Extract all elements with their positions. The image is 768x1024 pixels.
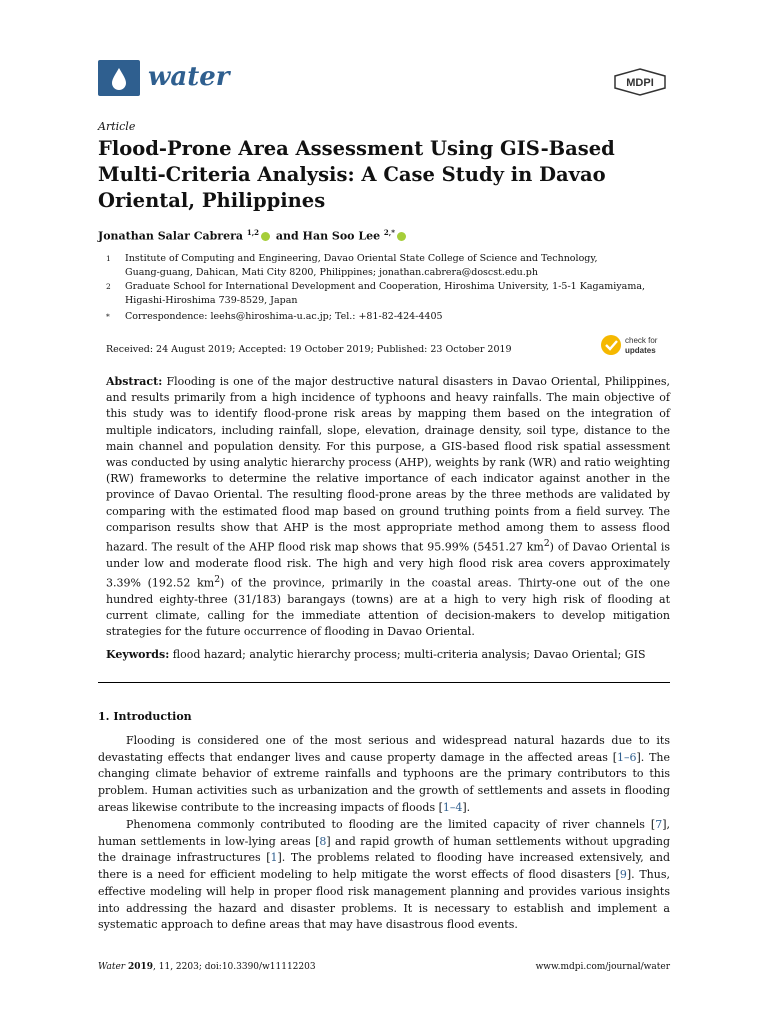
- svg-text:MDPI: MDPI: [626, 77, 654, 89]
- paragraph-text: ]. Thus, effective modeling will help in proper flood risk management planning and provides various insights into addressing the hazard and disaster problems. It is necessary to establish and implement a systematic approach to define areas that may have disastrous flood events.: [98, 868, 670, 932]
- affiliation-line: Higashi-Hiroshima 739-8529, Japan: [125, 295, 298, 306]
- author-1-affiliation: 1,2: [246, 228, 260, 237]
- publication-dates: Received: 24 August 2019; Accepted: 19 October 2019; Published: 23 October 2019: [106, 344, 512, 355]
- footer-year: 2019: [127, 962, 154, 972]
- paragraph-text: ]. The changing climate behavior of extreme rainfalls and typhoons are the primary contributors to this problem. Human activities such as urbanization and the growth of settlements and assets in flooding areas likewise contribute to the increasing impacts of floods [: [98, 750, 670, 814]
- citation-link[interactable]: 8: [319, 834, 327, 848]
- affiliation-number: 1: [106, 254, 111, 263]
- paragraph-text: ].: [462, 800, 471, 814]
- abstract-label: Abstract:: [106, 375, 163, 388]
- abstract-text: ) of Davao Oriental is under low and moderate flood risk. The high and very high flood risk area covers approximately 3.39% (192.52 km: [106, 540, 670, 590]
- footer-citation: [98, 962, 316, 972]
- orcid-icon[interactable]: [261, 232, 270, 241]
- affiliation-number: 2: [106, 282, 111, 291]
- paragraph-text: Phenomena commonly contributed to flooding are the limited capacity of river channels [: [126, 818, 656, 831]
- paragraph-text: ]. The problems related to flooding have increased extensively, and there is a need for efficient modeling to help mitigate the worst effects of flood disasters [: [98, 851, 670, 882]
- mdpi-logo: [612, 68, 668, 96]
- author-list: [98, 228, 408, 243]
- footer-doi: , 11, 2203; doi:10.3390/w11112203: [153, 962, 316, 972]
- abstract-text: Flooding is one of the major destructive natural disasters in Davao Oriental, Philippines, and results primarily from a high incidence of typhoons and heavy rainfalls. The main objective of this study was to identify flood-prone risk areas by mapping them based on the integration of multiple indicators, including rainfall, slope, elevation, drainage density, soil type, distance to the main channel and population density. For this purpose, a GIS-based flood risk spatial assessment was conducted by using analytic hierarchy process (AHP), weights by rank (WR) and ratio weighting (RW) frameworks to determine the relative importance of each indicator against another in the province of Davao Oriental. The resulting flood-prone areas by the three methods are validated by comparing with the estimated flood map based on ground truthing points from a field survey. The comparison results show that AHP is the most appropriate method among them to assess flood hazard. The result of the AHP flood risk map shows that 95.99% (5451.27 km: [106, 375, 670, 554]
- paragraph-text: ], human settlements in low-lying areas [: [98, 818, 670, 848]
- paragraph-text: ] and rapid growth of human settlements without upgrading the drainage infrastructures [: [98, 834, 670, 865]
- superscript: 2: [214, 574, 221, 586]
- footer-journal: Water: [98, 962, 126, 972]
- citation-link[interactable]: 1–4: [442, 800, 463, 814]
- author-2: Han Soo Lee: [302, 229, 381, 243]
- abstract-text: ) of the province, primarily in the coastal areas. Thirty-one out of the one hundred eighty-three (31/183) barangays (towns) are at a high to very high risk of flooding at current climate, calling for the immediate attention of decision-makers to develop mitigation strategies for the future occurrence of flooding in Davao Oriental.: [106, 576, 670, 639]
- section-divider: [98, 682, 670, 683]
- citation-link[interactable]: 7: [655, 818, 663, 831]
- paper-title: Flood-Prone Area Assessment Using GIS-Based Multi-Criteria Analysis: A Case Study in Davao Oriental, Philippines: [98, 137, 615, 212]
- citation-link[interactable]: 1: [270, 851, 278, 865]
- paragraph: [98, 733, 670, 817]
- check-badge-text-1: check for: [625, 336, 658, 345]
- author-connector: and: [275, 229, 299, 243]
- superscript: 2: [543, 538, 550, 550]
- keywords-text: flood hazard; analytic hierarchy process; multi-criteria analysis; Davao Oriental; GIS: [169, 648, 646, 661]
- keywords: [106, 648, 670, 661]
- check-for-updates-badge[interactable]: [600, 332, 672, 358]
- section-heading: 1. Introduction: [98, 710, 192, 723]
- citation-link[interactable]: 9: [619, 868, 627, 882]
- correspondence-line: Correspondence: leehs@hiroshima-u.ac.jp; Tel.: +81-82-424-4405: [125, 311, 443, 322]
- abstract: [106, 374, 670, 641]
- keywords-label: Keywords:: [106, 648, 170, 661]
- affiliation-number: *: [106, 312, 110, 321]
- footer-url[interactable]: www.mdpi.com/journal/water: [535, 962, 670, 972]
- paragraph-text: Flooding is considered one of the most serious and widespread natural hazards due to its devastating effects that endanger lives and cause property damage in the affected areas [: [98, 734, 670, 764]
- author-1: Jonathan Salar Cabrera: [98, 229, 243, 243]
- journal-name: water: [148, 62, 230, 92]
- check-badge-text-2: updates: [625, 346, 656, 355]
- citation-link[interactable]: 1–6: [616, 750, 637, 764]
- affiliation-line: Institute of Computing and Engineering, Davao Oriental State College of Science and Technology,: [125, 253, 598, 264]
- orcid-icon[interactable]: [397, 232, 406, 241]
- author-2-affiliation: 2,*: [383, 228, 395, 237]
- paragraph: [98, 817, 670, 934]
- journal-logo-icon: [98, 60, 140, 96]
- affiliation-line: Guang-guang, Dahican, Mati City 8200, Philippines; jonathan.cabrera@doscst.edu.ph: [125, 267, 538, 278]
- affiliation-line: Graduate School for International Development and Cooperation, Hiroshima University, 1-5-1 Kagamiyama,: [125, 281, 646, 292]
- article-type-label: Article: [98, 120, 136, 133]
